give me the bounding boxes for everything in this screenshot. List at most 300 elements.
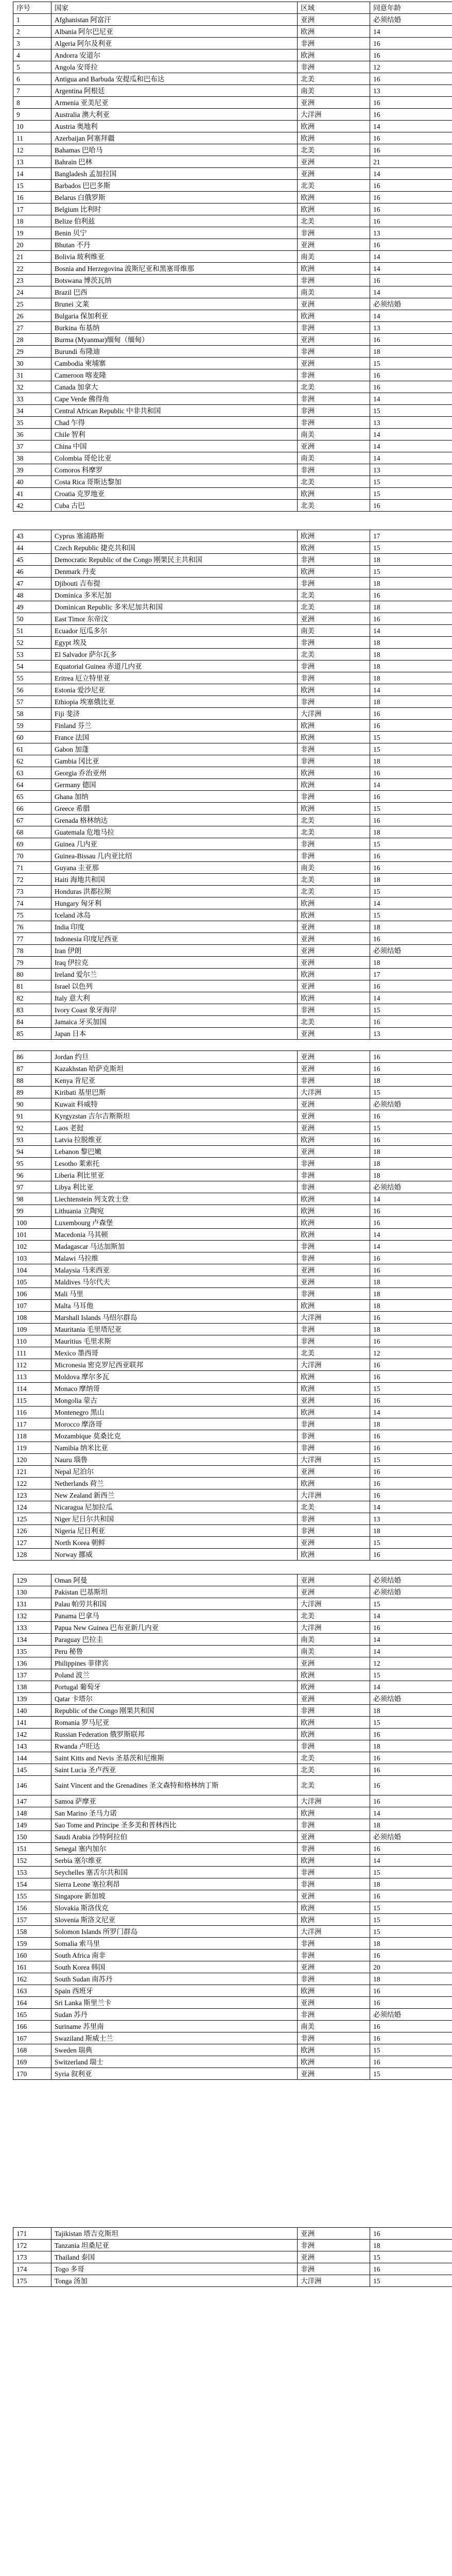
table-row <box>13 1442 452 1454</box>
row-number: 40 <box>13 476 51 488</box>
table-row <box>13 767 452 779</box>
consent-age: 18 <box>370 346 452 358</box>
region: 南美 <box>298 251 370 263</box>
row-number: 118 <box>13 1430 51 1442</box>
region: 北美 <box>298 1501 370 1513</box>
consent-age: 14 <box>370 251 452 263</box>
country-name: Italy 意大利 <box>51 992 298 1004</box>
row-number: 140 <box>13 1705 51 1717</box>
row-number: 74 <box>13 897 51 909</box>
row-number: 171 <box>13 2228 51 2240</box>
consent-age: 必须结婚 <box>370 2009 452 2021</box>
row-number: 51 <box>13 625 51 637</box>
row-number: 86 <box>13 1051 51 1063</box>
region: 亚洲 <box>298 1537 370 1549</box>
country-name: Morocco 摩洛哥 <box>51 1418 298 1430</box>
consent-age: 16 <box>370 1890 452 1902</box>
table-row <box>13 1418 452 1430</box>
region: 非洲 <box>298 1075 370 1087</box>
region: 亚洲 <box>298 1466 370 1478</box>
consent-age: 16 <box>370 791 452 803</box>
region: 非洲 <box>298 1513 370 1525</box>
table-row <box>13 452 452 464</box>
row-number: 168 <box>13 2044 51 2056</box>
country-name: Liechtenstein 列支敦士登 <box>51 1193 298 1205</box>
table-row <box>13 429 452 440</box>
row-number: 142 <box>13 1728 51 1740</box>
consent-age: 18 <box>370 1324 452 1335</box>
consent-age: 16 <box>370 980 452 992</box>
consent-age: 14 <box>370 121 452 132</box>
consent-age: 16 <box>370 1549 452 1561</box>
country-name: Indonesia 印度尼西亚 <box>51 933 298 945</box>
country-name: Haiti 海地共和国 <box>51 874 298 886</box>
country-name: Somalia 索马里 <box>51 1938 298 1950</box>
table-row <box>13 1513 452 1525</box>
country-name: Kiribati 基里巴斯 <box>51 1087 298 1098</box>
consent-age: 16 <box>370 1051 452 1063</box>
region: 非洲 <box>298 2009 370 2021</box>
country-name: Macedonia 马其顿 <box>51 1229 298 1241</box>
consent-age: 16 <box>370 1489 452 1501</box>
region: 大洋洲 <box>298 109 370 121</box>
table-row <box>13 1752 452 1764</box>
consent-age: 16 <box>370 850 452 862</box>
region: 非洲 <box>298 1740 370 1752</box>
region: 欧洲 <box>298 1681 370 1693</box>
region: 亚洲 <box>298 1110 370 1122</box>
table-row <box>13 1312 452 1324</box>
table-row <box>13 1843 452 1855</box>
country-name: Syria 叙利亚 <box>51 2068 298 2080</box>
row-number: 122 <box>13 1478 51 1489</box>
table-row <box>13 1795 452 1807</box>
country-name: Mexico 墨西哥 <box>51 1347 298 1359</box>
region: 大洋洲 <box>298 1454 370 1466</box>
consent-age: 16 <box>370 97 452 109</box>
country-name: Kazakhstan 哈萨克斯坦 <box>51 1063 298 1075</box>
region: 非洲 <box>298 2032 370 2044</box>
row-number: 88 <box>13 1075 51 1087</box>
consent-age: 14 <box>370 897 452 909</box>
table-row <box>13 957 452 969</box>
consent-age: 18 <box>370 660 452 672</box>
consent-age: 16 <box>370 38 452 49</box>
consent-age: 15 <box>370 1004 452 1016</box>
table-row <box>13 554 452 566</box>
consent-age: 18 <box>370 1170 452 1181</box>
consent-age: 15 <box>370 1914 452 1926</box>
consent-age: 13 <box>370 322 452 334</box>
consent-age: 14 <box>370 625 452 637</box>
table-row <box>13 1586 452 1598</box>
region: 非洲 <box>298 393 370 405</box>
consent-age: 18 <box>370 1740 452 1752</box>
region: 大洋洲 <box>298 2275 370 2287</box>
consent-age: 16 <box>370 1442 452 1454</box>
consent-age: 15 <box>370 358 452 369</box>
table-row <box>13 601 452 613</box>
table-row <box>13 791 452 803</box>
table-row <box>13 1146 452 1158</box>
consent-age: 必须结婚 <box>370 1098 452 1110</box>
row-number: 141 <box>13 1717 51 1728</box>
table-row <box>13 1914 452 1926</box>
country-name: Burma (Myanmar)缅甸（缅甸） <box>51 334 298 346</box>
region: 大洋洲 <box>298 1359 370 1371</box>
region: 欧洲 <box>298 2056 370 2068</box>
table-row <box>13 1740 452 1752</box>
table-row <box>13 61 452 73</box>
consent-age: 14 <box>370 310 452 322</box>
table-row <box>13 263 452 275</box>
region: 南美 <box>298 85 370 97</box>
row-number: 139 <box>13 1693 51 1705</box>
row-number: 137 <box>13 1669 51 1681</box>
consent-age: 14 <box>370 992 452 1004</box>
table-row <box>13 2251 452 2263</box>
country-name: Andorra 安道尔 <box>51 49 298 61</box>
consent-age: 16 <box>370 1776 452 1795</box>
consent-age: 16 <box>370 1371 452 1383</box>
country-name: Malaysia 马来西亚 <box>51 1264 298 1276</box>
row-number: 106 <box>13 1288 51 1300</box>
consent-age: 14 <box>370 168 452 180</box>
country-name: Jordan 约旦 <box>51 1051 298 1063</box>
row-number: 103 <box>13 1252 51 1264</box>
row-number: 1 <box>13 14 51 26</box>
region: 非洲 <box>298 275 370 286</box>
country-name: Philippines 菲律宾 <box>51 1657 298 1669</box>
table-row <box>13 2240 452 2251</box>
consent-age: 18 <box>370 957 452 969</box>
consent-age: 15 <box>370 542 452 554</box>
region: 亚洲 <box>298 239 370 251</box>
table-row <box>13 38 452 49</box>
region: 亚洲 <box>298 1997 370 2009</box>
row-number: 127 <box>13 1537 51 1549</box>
region: 非洲 <box>298 369 370 381</box>
table-row <box>13 625 452 637</box>
row-number: 39 <box>13 464 51 476</box>
row-number: 59 <box>13 720 51 732</box>
region: 非洲 <box>298 1525 370 1537</box>
region: 欧洲 <box>298 1478 370 1489</box>
row-number: 79 <box>13 957 51 969</box>
country-name: Argentina 阿根廷 <box>51 85 298 97</box>
table-row <box>13 132 452 144</box>
consent-age: 18 <box>370 672 452 684</box>
region: 南美 <box>298 1646 370 1657</box>
consent-age: 16 <box>370 334 452 346</box>
country-name: Ghana 加纳 <box>51 791 298 803</box>
country-name: South Sudan 南苏丹 <box>51 1973 298 1985</box>
country-name: Bahamas 巴哈马 <box>51 144 298 156</box>
row-number: 49 <box>13 601 51 613</box>
table-row <box>13 1383 452 1395</box>
region: 欧洲 <box>298 1914 370 1926</box>
country-name: Norway 挪威 <box>51 1549 298 1561</box>
consent-age: 14 <box>370 1610 452 1622</box>
country-name: Qatar 卡塔尔 <box>51 1693 298 1705</box>
row-number: 128 <box>13 1549 51 1561</box>
consent-age: 16 <box>370 204 452 215</box>
country-name: Senegal 塞内加尔 <box>51 1843 298 1855</box>
table-row <box>13 358 452 369</box>
row-number: 52 <box>13 637 51 649</box>
table-row <box>13 909 452 921</box>
table-row <box>13 49 452 61</box>
region: 欧洲 <box>298 909 370 921</box>
row-number: 19 <box>13 227 51 239</box>
consent-age: 16 <box>370 1016 452 1028</box>
table-row <box>13 862 452 874</box>
consent-age: 15 <box>370 566 452 578</box>
consent-age: 15 <box>370 2068 452 2080</box>
table-row <box>13 26 452 38</box>
row-number: 157 <box>13 1914 51 1926</box>
region: 非洲 <box>298 405 370 417</box>
table-row <box>13 1241 452 1252</box>
consent-age: 16 <box>370 215 452 227</box>
row-number: 68 <box>13 826 51 838</box>
consent-age: 15 <box>370 1717 452 1728</box>
region: 欧洲 <box>298 26 370 38</box>
row-number: 151 <box>13 1843 51 1855</box>
region: 大洋洲 <box>298 1926 370 1938</box>
consent-age: 16 <box>370 1063 452 1075</box>
country-name: Marshall Islands 马绍尔群岛 <box>51 1312 298 1324</box>
country-name: Rwanda 卢旺达 <box>51 1740 298 1752</box>
table-row <box>13 1961 452 1973</box>
consent-age: 16 <box>370 1997 452 2009</box>
row-number: 13 <box>13 156 51 168</box>
region: 亚洲 <box>298 168 370 180</box>
table-row <box>13 1549 452 1561</box>
row-number: 78 <box>13 945 51 957</box>
country-name: Botswana 博茨瓦纳 <box>51 275 298 286</box>
country-name: Seychelles 塞舌尔共和国 <box>51 1867 298 1878</box>
table-row <box>13 1335 452 1347</box>
region: 亚洲 <box>298 957 370 969</box>
country-name: Saint Lucia 圣卢西亚 <box>51 1764 298 1776</box>
country-name: Bangladesh 孟加拉国 <box>51 168 298 180</box>
table-row <box>13 886 452 897</box>
table-row <box>13 1525 452 1537</box>
row-number: 111 <box>13 1347 51 1359</box>
country-name: Slovakia 斯洛伐克 <box>51 1902 298 1914</box>
country-name: Kuwait 科威特 <box>51 1098 298 1110</box>
consent-age: 16 <box>370 1430 452 1442</box>
table-row <box>13 1181 452 1193</box>
table-row <box>13 1717 452 1728</box>
region: 欧洲 <box>298 1205 370 1217</box>
country-name: Albania 阿尔巴尼亚 <box>51 26 298 38</box>
country-name: Micronesia 密克罗尼西亚联邦 <box>51 1359 298 1371</box>
country-name: Cyprus 塞浦路斯 <box>51 530 298 542</box>
country-name: San Marino 圣马力诺 <box>51 1807 298 1819</box>
consent-age-table-3 <box>13 1050 452 1561</box>
country-name: Iceland 冰岛 <box>51 909 298 921</box>
table-row <box>13 1489 452 1501</box>
row-number: 158 <box>13 1926 51 1938</box>
table-row <box>13 1705 452 1717</box>
region: 非洲 <box>298 1004 370 1016</box>
row-number: 29 <box>13 346 51 358</box>
table-row <box>13 1926 452 1938</box>
consent-age-table-5 <box>13 2227 452 2287</box>
region: 非洲 <box>298 791 370 803</box>
consent-age: 16 <box>370 1205 452 1217</box>
region: 欧洲 <box>298 263 370 275</box>
table-row <box>13 992 452 1004</box>
country-name: Sweden 瑞典 <box>51 2044 298 2056</box>
region: 非洲 <box>298 1705 370 1717</box>
consent-age: 必须结婚 <box>370 1831 452 1843</box>
country-name: Belgium 比利时 <box>51 204 298 215</box>
row-number: 4 <box>13 49 51 61</box>
region: 非洲 <box>298 464 370 476</box>
row-number: 17 <box>13 204 51 215</box>
country-name: Nigeria 尼日利亚 <box>51 1525 298 1537</box>
row-number: 129 <box>13 1574 51 1586</box>
consent-age: 14 <box>370 684 452 696</box>
row-number: 85 <box>13 1028 51 1040</box>
table-row <box>13 649 452 660</box>
region: 欧洲 <box>298 1717 370 1728</box>
region: 亚洲 <box>298 1264 370 1276</box>
table-row <box>13 921 452 933</box>
region: 北美 <box>298 476 370 488</box>
consent-age-table-4 <box>13 1574 452 2080</box>
consent-age: 18 <box>370 1705 452 1717</box>
country-name: Kenya 肯尼亚 <box>51 1075 298 1087</box>
row-number: 99 <box>13 1205 51 1217</box>
header-region: 区域 <box>298 2 370 14</box>
header-consent-age: 同意年龄 <box>370 2 452 14</box>
row-number: 14 <box>13 168 51 180</box>
table-row <box>13 1728 452 1740</box>
consent-age: 21 <box>370 156 452 168</box>
region: 非洲 <box>298 1252 370 1264</box>
region: 亚洲 <box>298 1098 370 1110</box>
country-name: Romania 罗马尼亚 <box>51 1717 298 1728</box>
country-name: Portugal 葡萄牙 <box>51 1681 298 1693</box>
country-name: Israel 以色列 <box>51 980 298 992</box>
region: 欧洲 <box>298 132 370 144</box>
region: 非洲 <box>298 755 370 767</box>
country-name: Bulgaria 保加利亚 <box>51 310 298 322</box>
consent-age: 16 <box>370 1264 452 1276</box>
region: 欧洲 <box>298 1217 370 1229</box>
region: 南美 <box>298 452 370 464</box>
region: 欧洲 <box>298 542 370 554</box>
table-row <box>13 1087 452 1098</box>
table-row <box>13 1205 452 1217</box>
table-row <box>13 815 452 826</box>
country-name: Guyana 圭亚那 <box>51 862 298 874</box>
table-row <box>13 566 452 578</box>
region: 亚洲 <box>298 921 370 933</box>
consent-age: 15 <box>370 1598 452 1610</box>
table-row <box>13 1252 452 1264</box>
country-name: Australia 澳大利亚 <box>51 109 298 121</box>
table-row <box>13 1997 452 2009</box>
row-number: 164 <box>13 1997 51 2009</box>
country-name: France 法国 <box>51 732 298 743</box>
consent-age: 16 <box>370 933 452 945</box>
country-name: Maldives 马尔代夫 <box>51 1276 298 1288</box>
row-number: 75 <box>13 909 51 921</box>
country-name: Grenada 格林纳达 <box>51 815 298 826</box>
region: 北美 <box>298 215 370 227</box>
consent-age: 18 <box>370 1418 452 1430</box>
row-number: 143 <box>13 1740 51 1752</box>
region: 亚洲 <box>298 980 370 992</box>
row-number: 66 <box>13 803 51 815</box>
region: 欧洲 <box>298 767 370 779</box>
row-number: 60 <box>13 732 51 743</box>
region: 亚洲 <box>298 97 370 109</box>
region: 北美 <box>298 500 370 512</box>
region: 亚洲 <box>298 933 370 945</box>
country-name: Denmark 丹麦 <box>51 566 298 578</box>
row-number: 90 <box>13 1098 51 1110</box>
region: 欧洲 <box>298 488 370 500</box>
table-header-row <box>13 2 452 14</box>
consent-age: 13 <box>370 85 452 97</box>
consent-age: 20 <box>370 1961 452 1973</box>
country-name: Saint Kitts and Nevis 圣基茨和尼维斯 <box>51 1752 298 1764</box>
table-row <box>13 1276 452 1288</box>
country-name: Dominican Republic 多米尼加共和国 <box>51 601 298 613</box>
country-name: Russian Federation 俄罗斯联邦 <box>51 1728 298 1740</box>
consent-age: 15 <box>370 1087 452 1098</box>
row-number: 133 <box>13 1622 51 1634</box>
row-number: 3 <box>13 38 51 49</box>
consent-age: 16 <box>370 613 452 625</box>
consent-age: 15 <box>370 803 452 815</box>
table-row <box>13 1598 452 1610</box>
row-number: 96 <box>13 1170 51 1181</box>
country-name: Togo 多哥 <box>51 2263 298 2275</box>
country-name: Belarus 白俄罗斯 <box>51 192 298 204</box>
row-number: 123 <box>13 1489 51 1501</box>
consent-age: 18 <box>370 1158 452 1170</box>
table-row <box>13 755 452 767</box>
region: 欧洲 <box>298 1985 370 1997</box>
region: 亚洲 <box>298 298 370 310</box>
country-name: Singapore 新加坡 <box>51 1890 298 1902</box>
row-number: 55 <box>13 672 51 684</box>
table-row <box>13 1669 452 1681</box>
country-name: Paraguay 巴拉圭 <box>51 1634 298 1646</box>
consent-age: 16 <box>370 49 452 61</box>
country-name: Ethiopia 埃塞俄比亚 <box>51 696 298 708</box>
row-number: 57 <box>13 696 51 708</box>
table-row <box>13 1501 452 1513</box>
table-row <box>13 660 452 672</box>
consent-age: 必须结婚 <box>370 1693 452 1705</box>
row-number: 81 <box>13 980 51 992</box>
region: 亚洲 <box>298 2251 370 2263</box>
consent-age: 15 <box>370 1383 452 1395</box>
consent-age: 16 <box>370 1622 452 1634</box>
consent-age: 16 <box>370 109 452 121</box>
country-name: Sudan 苏丹 <box>51 2009 298 2021</box>
region: 欧洲 <box>298 1134 370 1146</box>
table-row <box>13 1028 452 1040</box>
